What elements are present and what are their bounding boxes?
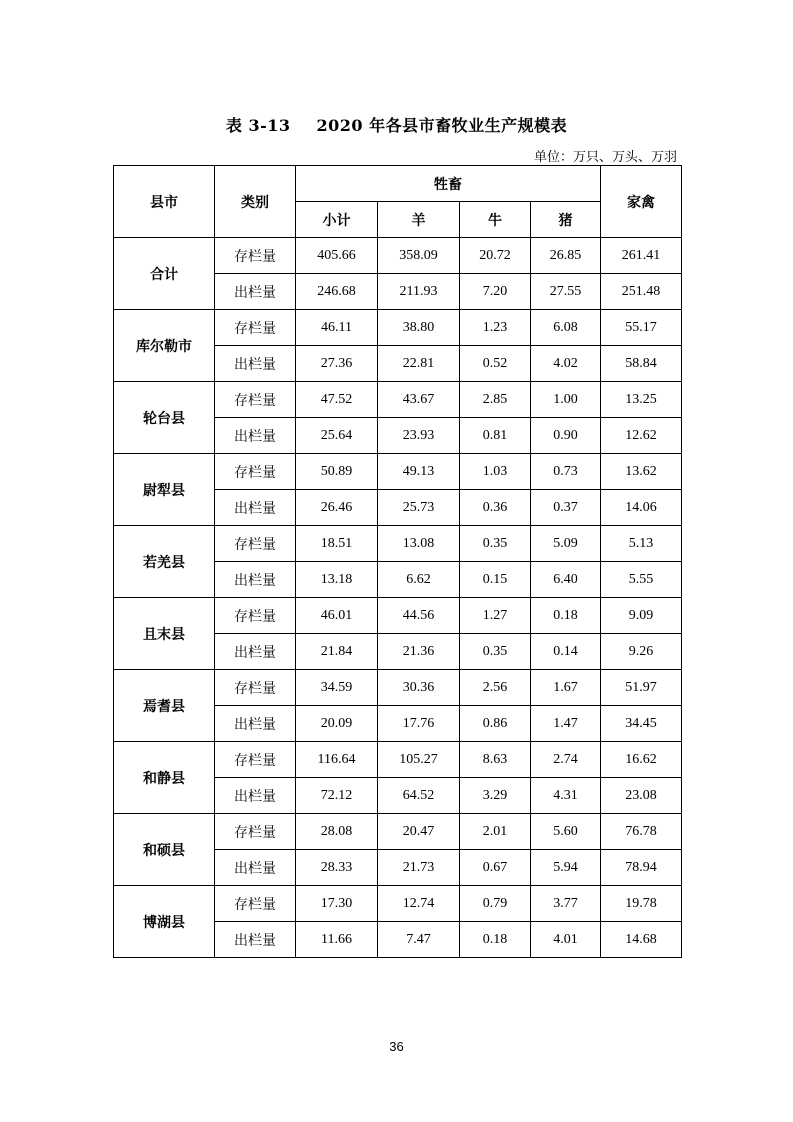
value-poultry: 5.55 <box>601 562 682 598</box>
value-cattle: 0.35 <box>460 526 531 562</box>
value-sheep: 38.80 <box>378 310 460 346</box>
value-sheep: 13.08 <box>378 526 460 562</box>
value-sheep: 30.36 <box>378 670 460 706</box>
table-row <box>114 598 682 634</box>
value-poultry: 78.94 <box>601 850 682 886</box>
header-sheep: 羊 <box>378 202 460 238</box>
value-sheep: 358.09 <box>378 238 460 274</box>
value-cattle: 1.23 <box>460 310 531 346</box>
county-cell: 尉犁县 <box>114 454 215 526</box>
type-cell: 出栏量 <box>215 490 296 526</box>
value-poultry: 19.78 <box>601 886 682 922</box>
table-row <box>114 670 682 706</box>
value-cattle: 2.01 <box>460 814 531 850</box>
value-cattle: 1.03 <box>460 454 531 490</box>
value-cattle: 7.20 <box>460 274 531 310</box>
county-cell: 合计 <box>114 238 215 310</box>
value-poultry: 34.45 <box>601 706 682 742</box>
value-sheep: 17.76 <box>378 706 460 742</box>
table-row <box>114 454 682 490</box>
value-poultry: 5.13 <box>601 526 682 562</box>
type-cell: 存栏量 <box>215 670 296 706</box>
type-cell: 出栏量 <box>215 778 296 814</box>
value-subtotal: 28.08 <box>296 814 378 850</box>
type-cell: 出栏量 <box>215 346 296 382</box>
value-sheep: 211.93 <box>378 274 460 310</box>
value-subtotal: 17.30 <box>296 886 378 922</box>
value-poultry: 55.17 <box>601 310 682 346</box>
livestock-table <box>113 165 682 958</box>
value-poultry: 58.84 <box>601 346 682 382</box>
value-cattle: 8.63 <box>460 742 531 778</box>
table-row <box>114 238 682 274</box>
value-cattle: 0.36 <box>460 490 531 526</box>
type-cell: 出栏量 <box>215 418 296 454</box>
value-poultry: 76.78 <box>601 814 682 850</box>
value-pig: 3.77 <box>531 886 601 922</box>
value-sheep: 22.81 <box>378 346 460 382</box>
value-pig: 4.02 <box>531 346 601 382</box>
header-cattle: 牛 <box>460 202 531 238</box>
value-subtotal: 18.51 <box>296 526 378 562</box>
value-sheep: 64.52 <box>378 778 460 814</box>
value-pig: 1.67 <box>531 670 601 706</box>
county-cell: 轮台县 <box>114 382 215 454</box>
value-poultry: 13.25 <box>601 382 682 418</box>
value-pig: 4.01 <box>531 922 601 958</box>
value-subtotal: 25.64 <box>296 418 378 454</box>
value-pig: 1.00 <box>531 382 601 418</box>
value-subtotal: 405.66 <box>296 238 378 274</box>
header-pig: 猪 <box>531 202 601 238</box>
value-subtotal: 46.11 <box>296 310 378 346</box>
table-row <box>114 310 682 346</box>
value-cattle: 0.67 <box>460 850 531 886</box>
type-cell: 存栏量 <box>215 598 296 634</box>
table-row <box>114 886 682 922</box>
value-subtotal: 27.36 <box>296 346 378 382</box>
value-pig: 2.74 <box>531 742 601 778</box>
type-cell: 出栏量 <box>215 562 296 598</box>
value-poultry: 13.62 <box>601 454 682 490</box>
page-number: 36 <box>389 1039 404 1054</box>
value-subtotal: 116.64 <box>296 742 378 778</box>
county-cell: 库尔勒市 <box>114 310 215 382</box>
value-cattle: 2.85 <box>460 382 531 418</box>
value-cattle: 20.72 <box>460 238 531 274</box>
value-cattle: 0.86 <box>460 706 531 742</box>
value-sheep: 6.62 <box>378 562 460 598</box>
value-pig: 5.94 <box>531 850 601 886</box>
value-pig: 4.31 <box>531 778 601 814</box>
value-sheep: 105.27 <box>378 742 460 778</box>
value-cattle: 3.29 <box>460 778 531 814</box>
county-cell: 和静县 <box>114 742 215 814</box>
value-subtotal: 11.66 <box>296 922 378 958</box>
value-subtotal: 47.52 <box>296 382 378 418</box>
table-row <box>114 742 682 778</box>
value-cattle: 0.81 <box>460 418 531 454</box>
value-sheep: 20.47 <box>378 814 460 850</box>
value-poultry: 9.09 <box>601 598 682 634</box>
value-poultry: 12.62 <box>601 418 682 454</box>
type-cell: 存栏量 <box>215 742 296 778</box>
value-pig: 0.37 <box>531 490 601 526</box>
value-poultry: 9.26 <box>601 634 682 670</box>
type-cell: 存栏量 <box>215 382 296 418</box>
value-pig: 5.60 <box>531 814 601 850</box>
value-sheep: 21.36 <box>378 634 460 670</box>
county-cell: 焉耆县 <box>114 670 215 742</box>
type-cell: 出栏量 <box>215 850 296 886</box>
value-poultry: 14.68 <box>601 922 682 958</box>
value-sheep: 7.47 <box>378 922 460 958</box>
value-subtotal: 26.46 <box>296 490 378 526</box>
value-cattle: 1.27 <box>460 598 531 634</box>
value-sheep: 44.56 <box>378 598 460 634</box>
value-cattle: 0.79 <box>460 886 531 922</box>
value-pig: 1.47 <box>531 706 601 742</box>
value-poultry: 14.06 <box>601 490 682 526</box>
value-cattle: 0.52 <box>460 346 531 382</box>
type-cell: 存栏量 <box>215 886 296 922</box>
value-sheep: 43.67 <box>378 382 460 418</box>
type-cell: 存栏量 <box>215 454 296 490</box>
table-title <box>0 113 793 136</box>
table-number: 表 3-13 <box>225 116 291 135</box>
header-subtotal: 小计 <box>296 202 378 238</box>
type-cell: 出栏量 <box>215 706 296 742</box>
type-cell: 出栏量 <box>215 274 296 310</box>
value-subtotal: 28.33 <box>296 850 378 886</box>
value-sheep: 23.93 <box>378 418 460 454</box>
table-row <box>114 526 682 562</box>
value-pig: 0.90 <box>531 418 601 454</box>
value-subtotal: 46.01 <box>296 598 378 634</box>
value-pig: 0.18 <box>531 598 601 634</box>
value-cattle: 0.35 <box>460 634 531 670</box>
type-cell: 存栏量 <box>215 526 296 562</box>
type-cell: 存栏量 <box>215 310 296 346</box>
value-subtotal: 21.84 <box>296 634 378 670</box>
county-cell: 若羌县 <box>114 526 215 598</box>
value-subtotal: 13.18 <box>296 562 378 598</box>
value-pig: 27.55 <box>531 274 601 310</box>
type-cell: 存栏量 <box>215 814 296 850</box>
value-pig: 5.09 <box>531 526 601 562</box>
value-sheep: 12.74 <box>378 886 460 922</box>
value-cattle: 0.15 <box>460 562 531 598</box>
county-cell: 和硕县 <box>114 814 215 886</box>
value-subtotal: 34.59 <box>296 670 378 706</box>
table-row <box>114 814 682 850</box>
unit-note: 单位：万只、万头、万羽 <box>533 150 677 165</box>
value-sheep: 21.73 <box>378 850 460 886</box>
header-poultry: 家禽 <box>601 166 682 238</box>
county-cell: 且末县 <box>114 598 215 670</box>
table-title-text: 2020 年各县市畜牧业生产规模表 <box>316 116 568 135</box>
table-row <box>114 382 682 418</box>
value-sheep: 25.73 <box>378 490 460 526</box>
header-livestock: 牲畜 <box>296 166 601 202</box>
value-pig: 0.14 <box>531 634 601 670</box>
value-poultry: 261.41 <box>601 238 682 274</box>
value-subtotal: 246.68 <box>296 274 378 310</box>
type-cell: 存栏量 <box>215 238 296 274</box>
value-poultry: 251.48 <box>601 274 682 310</box>
value-subtotal: 50.89 <box>296 454 378 490</box>
value-pig: 6.40 <box>531 562 601 598</box>
value-cattle: 0.18 <box>460 922 531 958</box>
type-cell: 出栏量 <box>215 922 296 958</box>
value-poultry: 16.62 <box>601 742 682 778</box>
header-county: 县市 <box>114 166 215 238</box>
table-body <box>114 238 682 958</box>
value-subtotal: 20.09 <box>296 706 378 742</box>
value-pig: 6.08 <box>531 310 601 346</box>
value-pig: 26.85 <box>531 238 601 274</box>
value-subtotal: 72.12 <box>296 778 378 814</box>
type-cell: 出栏量 <box>215 634 296 670</box>
value-cattle: 2.56 <box>460 670 531 706</box>
value-pig: 0.73 <box>531 454 601 490</box>
header-type: 类别 <box>215 166 296 238</box>
value-sheep: 49.13 <box>378 454 460 490</box>
value-poultry: 23.08 <box>601 778 682 814</box>
value-poultry: 51.97 <box>601 670 682 706</box>
county-cell: 博湖县 <box>114 886 215 958</box>
